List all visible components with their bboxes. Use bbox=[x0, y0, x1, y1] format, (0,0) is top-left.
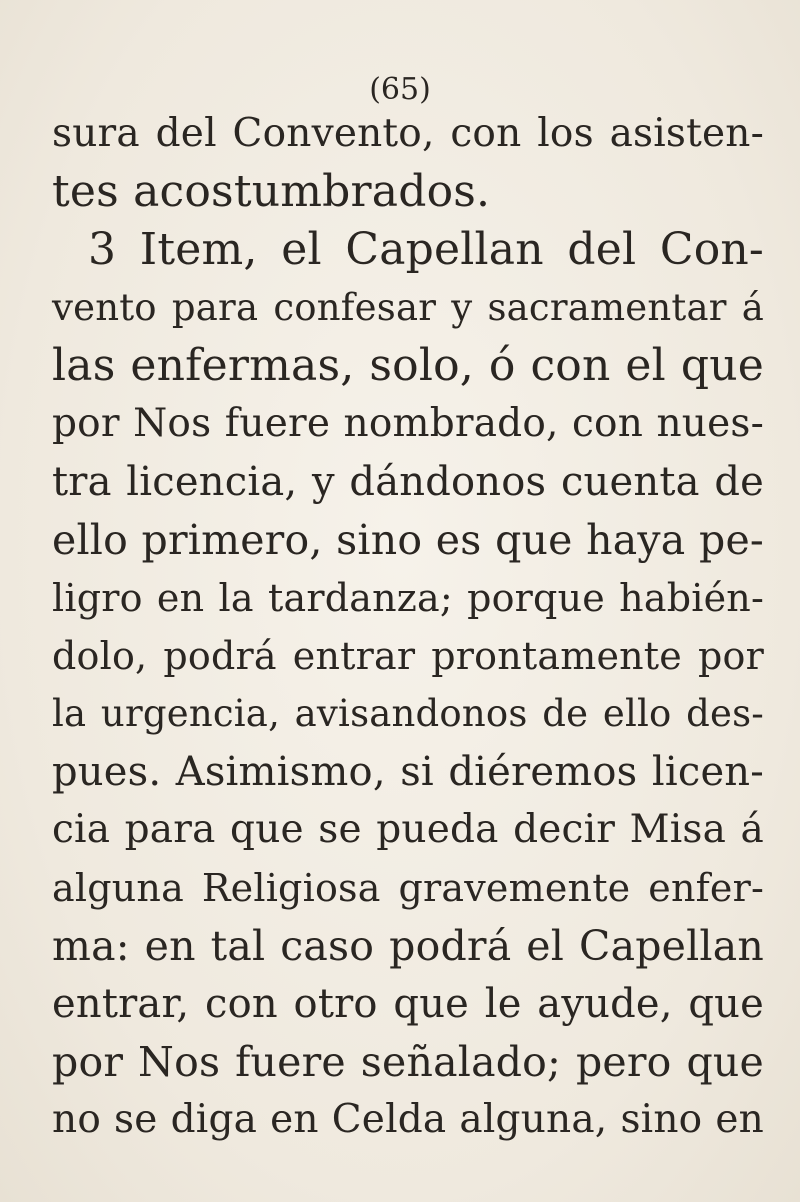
text-line: tra licencia, y dándonos cuenta de bbox=[52, 459, 764, 505]
text-line: por Nos fuere señalado; pero que bbox=[52, 1038, 764, 1086]
text-line: cia para que se pueda decir Misa á bbox=[52, 807, 764, 852]
text-line: sura del Convento, con los asisten- bbox=[52, 111, 764, 156]
text-line: la urgencia, avisandonos de ello des- bbox=[52, 692, 764, 735]
page-number: (65) bbox=[369, 72, 431, 107]
text-line: las enfermas, solo, ó con el que bbox=[52, 340, 764, 391]
text-line: 3 Item, el Capellan del Con- bbox=[88, 224, 764, 275]
text-line: ello primero, sino es que haya pe- bbox=[52, 516, 764, 564]
text-line: ma: en tal caso podrá el Capellan bbox=[52, 922, 764, 970]
text-line: por Nos fuere nombrado, con nues- bbox=[52, 401, 764, 446]
text-line: no se diga en Celda alguna, sino en bbox=[52, 1097, 764, 1142]
text-line: alguna Religiosa gravemente enfer- bbox=[52, 866, 764, 910]
text-line: pues. Asimismo, si diéremos licen- bbox=[52, 749, 764, 795]
body-text bbox=[52, 105, 764, 1149]
text-line: dolo, podrá entrar prontamente por bbox=[52, 634, 764, 678]
text-line: tes acostumbrados. bbox=[52, 166, 491, 217]
text-line: vento para confesar y sacramentar á bbox=[52, 286, 764, 329]
text-line: entrar, con otro que le ayude, que bbox=[52, 981, 764, 1027]
text-line: ligro en la tardanza; porque habién- bbox=[52, 576, 764, 620]
